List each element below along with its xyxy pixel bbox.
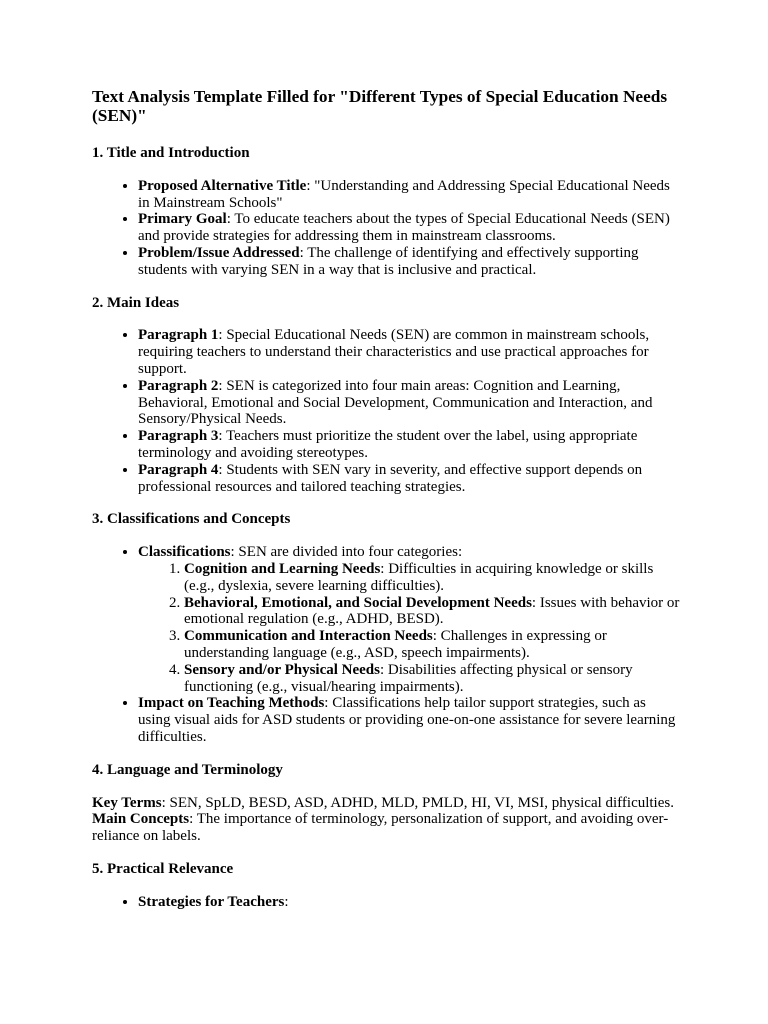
- section-heading-practical-relevance: 5. Practical Relevance: [92, 860, 234, 877]
- list-item: • Paragraph 4: Students with SEN vary in severity, and effective support depends on professional resources and tailored teaching strategies.: [138, 462, 682, 496]
- section-heading-classifications: 3. Classifications and Concepts: [92, 511, 291, 528]
- document-content: [92, 87, 682, 926]
- main-concepts-paragraph: Main Concepts: The importance of terminology, personalization of support, and avoiding over-reliance on labels.: [92, 811, 669, 845]
- category-item: 2. Behavioral, Emotional, and Social Development Needs: Issues with behavior or emotional regulation (e.g., ADHD, BESD).: [184, 595, 682, 629]
- list-item: • Paragraph 2: SEN is categorized into four main areas: Cognition and Learning, Behavioral, Emotional and Social Development, Communication and Interaction, and Sensory/Physical Needs.: [138, 378, 682, 428]
- categories-list: [138, 561, 682, 695]
- key-terms-paragraph: Key Terms: SEN, SpLD, BESD, ASD, ADHD, MLD, PMLD, HI, VI, MSI, physical difficulties.: [92, 794, 674, 811]
- list-item: • Paragraph 3: Teachers must prioritize the student over the label, using appropriate terminology and avoiding stereotypes.: [138, 428, 682, 462]
- title-introduction-list: [92, 178, 682, 279]
- list-item: • Proposed Alternative Title: "Understanding and Addressing Special Educational Needs in Mainstream Schools": [138, 178, 682, 212]
- main-ideas-list: [92, 327, 682, 495]
- category-item: 3. Communication and Interaction Needs: Challenges in expressing or understanding language (e.g., ASD, speech impairments).: [184, 628, 682, 662]
- list-item: • Problem/Issue Addressed: The challenge of identifying and effectively supporting students with varying SEN in a way that is inclusive and practical.: [138, 245, 682, 279]
- list-item: • Primary Goal: To educate teachers about the types of Special Educational Needs (SEN) and provide strategies for addressing them in mainstream classrooms.: [138, 211, 682, 245]
- section-heading-language-terminology: 4. Language and Terminology: [92, 761, 283, 778]
- classifications-list: [92, 544, 682, 746]
- list-item: • Impact on Teaching Methods: Classifications help tailor support strategies, such as using visual aids for ASD students or providing one-on-one assistance for severe learning difficulties.: [138, 695, 682, 745]
- practical-relevance-list: [92, 894, 682, 911]
- document-title: Text Analysis Template Filled for "Different Types of Special Education Needs (SEN)": [92, 87, 668, 125]
- list-item: • Strategies for Teachers:: [138, 894, 682, 911]
- section-heading-title-introduction: 1. Title and Introduction: [92, 145, 250, 161]
- category-item: 1. Cognition and Learning Needs: Difficulties in acquiring knowledge or skills (e.g., dyslexia, severe learning difficulties).: [184, 561, 682, 595]
- section-heading-main-ideas: 2. Main Ideas: [92, 294, 180, 311]
- category-item: 4. Sensory and/or Physical Needs: Disabilities affecting physical or sensory functioning (e.g., visual/hearing impairments).: [184, 662, 682, 696]
- list-item: • Classifications: SEN are divided into four categories: 1. Cognition and Learning Needs: Difficulties in acquiring knowledge or skills (e.g., dyslexia, severe learning difficulties). 2. Behavioral, Emotional, and Social Development Needs: Issues with behavior or emotional regulation (e.g., ADHD, BESD). 3. Communication and Interaction Needs: Challenges in expressing or understanding language (e.g., ASD, speech impairments). 4. Sensory and/or Physical Needs: Disabilities affecting physical or sensory functioning (e.g., visual/hearing impairments).: [138, 544, 682, 695]
- list-item: • Paragraph 1: Special Educational Needs (SEN) are common in mainstream schools, requiring teachers to understand their characteristics and use practical approaches for support.: [138, 327, 682, 377]
